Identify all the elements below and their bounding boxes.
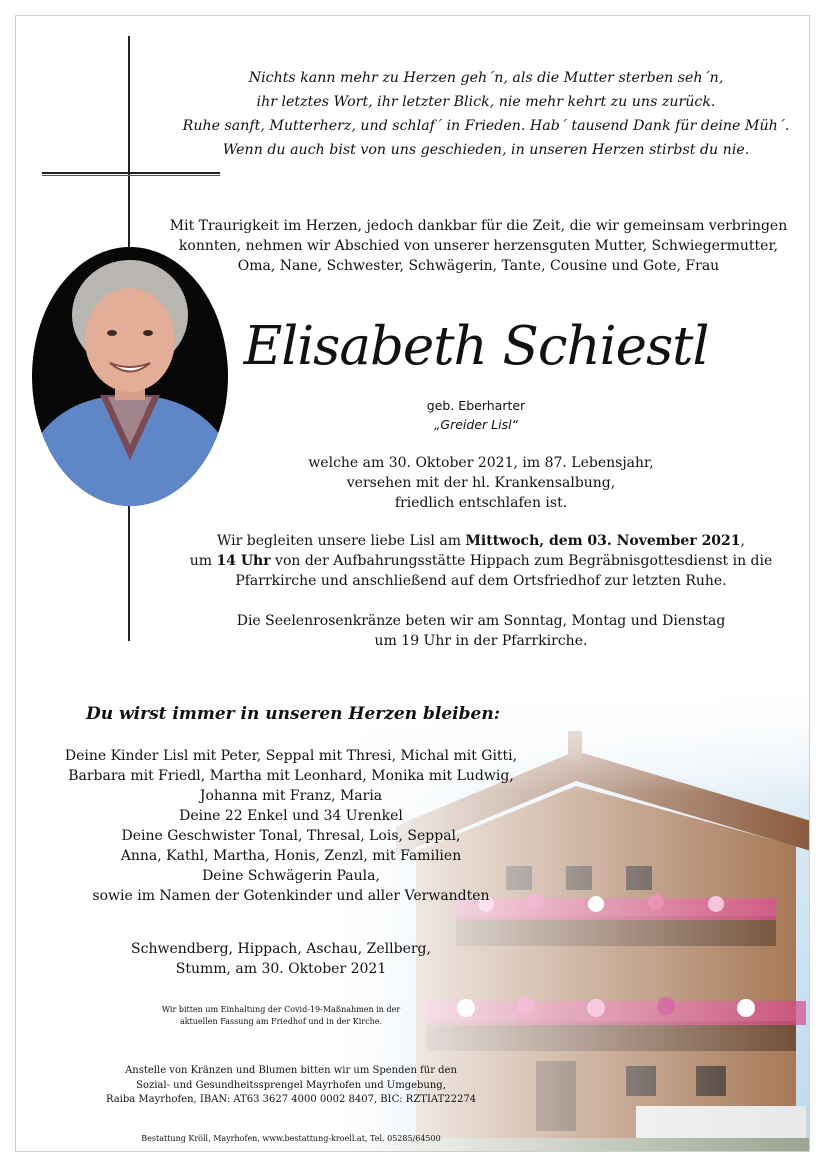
poem-line: Ruhe sanft, Mutterherz, und schlaf´ in Frieden. Hab´ tausend Dank für deine Müh´. <box>182 118 790 134</box>
poem-line: ihr letztes Wort, ihr letzter Blick, nie mehr kehrt zu uns zurück. <box>256 94 716 110</box>
family-line: Barbara mit Friedl, Martha mit Leonhard, Monika mit Ludwig, <box>68 768 514 784</box>
funeral-line-2 <box>181 551 781 571</box>
portrait-photo <box>30 245 230 508</box>
nickname: „Greider Lisl“ <box>433 417 519 432</box>
intro-line: Oma, Nane, Schwester, Schwägerin, Tante, Cousine und Gote, Frau <box>237 258 720 274</box>
obituary-page <box>15 15 810 1152</box>
intro-line: Mit Traurigkeit im Herzen, jedoch dankbar für die Zeit, die wir gemeinsam verbringen <box>169 218 788 234</box>
funeral-home-footer: Bestattung Kröll, Mayrhofen, www.bestattung-kroell.at, Tel. 05285/64500 <box>141 1134 441 1143</box>
funeral-line-1 <box>181 531 781 551</box>
funeral-date: Mittwoch, dem 03. November 2021 <box>465 533 741 549</box>
donation-line: Raiba Mayrhofen, IBAN: AT63 3627 4000 0002 8407, BIC: RZTIAT22274 <box>105 1094 477 1105</box>
family-line: Deine Kinder Lisl mit Peter, Seppal mit Thresi, Michal mit Gitti, <box>64 748 518 764</box>
intro-line: konnten, nehmen wir Abschied von unserer herzensguten Mutter, Schwiegermutter, <box>178 238 779 254</box>
death-line: welche am 30. Oktober 2021, im 87. Lebensjahr, <box>308 455 654 471</box>
poem-line: Wenn du auch bist von uns geschieden, in unseren Herzen stirbst du nie. <box>222 142 750 158</box>
rosary-line: um 19 Uhr in der Pfarrkirche. <box>374 633 588 649</box>
family-line: sowie im Namen der Gotenkinder und aller Verwandten <box>92 888 490 904</box>
funeral-text: um <box>189 553 217 569</box>
death-info <box>226 453 736 513</box>
rosary-info <box>181 611 781 651</box>
funeral-time: 14 Uhr <box>216 553 271 569</box>
covid-line: Wir bitten um Einhaltung der Covid-19-Maßnahmen in der <box>161 1005 401 1014</box>
donation-notice <box>56 1064 526 1108</box>
funeral-text: Wir begleiten unsere liebe Lisl am <box>217 533 466 549</box>
intro-text <box>166 216 791 276</box>
places-date <box>126 939 436 979</box>
places-line: Schwendberg, Hippach, Aschau, Zellberg, <box>131 941 431 957</box>
death-line: friedlich entschlafen ist. <box>394 495 568 511</box>
birth-name: geb. Eberharter <box>426 398 526 413</box>
deceased-name: Elisabeth Schiestl <box>243 316 709 377</box>
funeral-text: von der Aufbahrungsstätte Hippach zum Begräbnisgottesdienst in die <box>270 553 773 569</box>
family-line: Johanna mit Franz, Maria <box>199 788 383 804</box>
family-line: Anna, Kathl, Martha, Honis, Zenzl, mit Familien <box>120 848 462 864</box>
family-line: Deine Geschwister Tonal, Thresal, Lois, Seppal, <box>121 828 461 844</box>
family-line: Deine 22 Enkel und 34 Urenkel <box>179 808 403 824</box>
funeral-line-3: Pfarrkirche und anschließend auf dem Ortsfriedhof zur letzten Ruhe. <box>235 573 727 589</box>
covid-notice <box>136 1004 426 1027</box>
covid-line: aktuellen Fassung am Friedhof und in der Kirche. <box>179 1016 383 1026</box>
birth-name-block <box>376 396 576 434</box>
death-line: versehen mit der hl. Krankensalbung, <box>346 475 616 491</box>
cross-horizontal-bar-shadow <box>42 175 220 176</box>
family-list <box>56 746 526 906</box>
poem-line: Nichts kann mehr zu Herzen geh´n, als die Mutter sterben seh´n, <box>248 70 724 86</box>
funeral-info <box>181 531 781 591</box>
poem <box>176 66 796 162</box>
cross-horizontal-bar <box>42 172 220 174</box>
family-line: Deine Schwägerin Paula, <box>202 868 380 884</box>
places-line: Stumm, am 30. Oktober 2021 <box>175 961 387 977</box>
donation-line: Anstelle von Kränzen und Blumen bitten wir um Spenden für den <box>125 1065 457 1076</box>
rosary-line: Die Seelenrosenkränze beten wir am Sonntag, Montag und Dienstag <box>236 613 726 629</box>
donation-line: Sozial- und Gesundheitssprengel Mayrhofen und Umgebung, <box>136 1079 446 1091</box>
funeral-text: , <box>740 533 745 549</box>
motto-heading: Du wirst immer in unseren Herzen bleiben: <box>86 704 500 724</box>
